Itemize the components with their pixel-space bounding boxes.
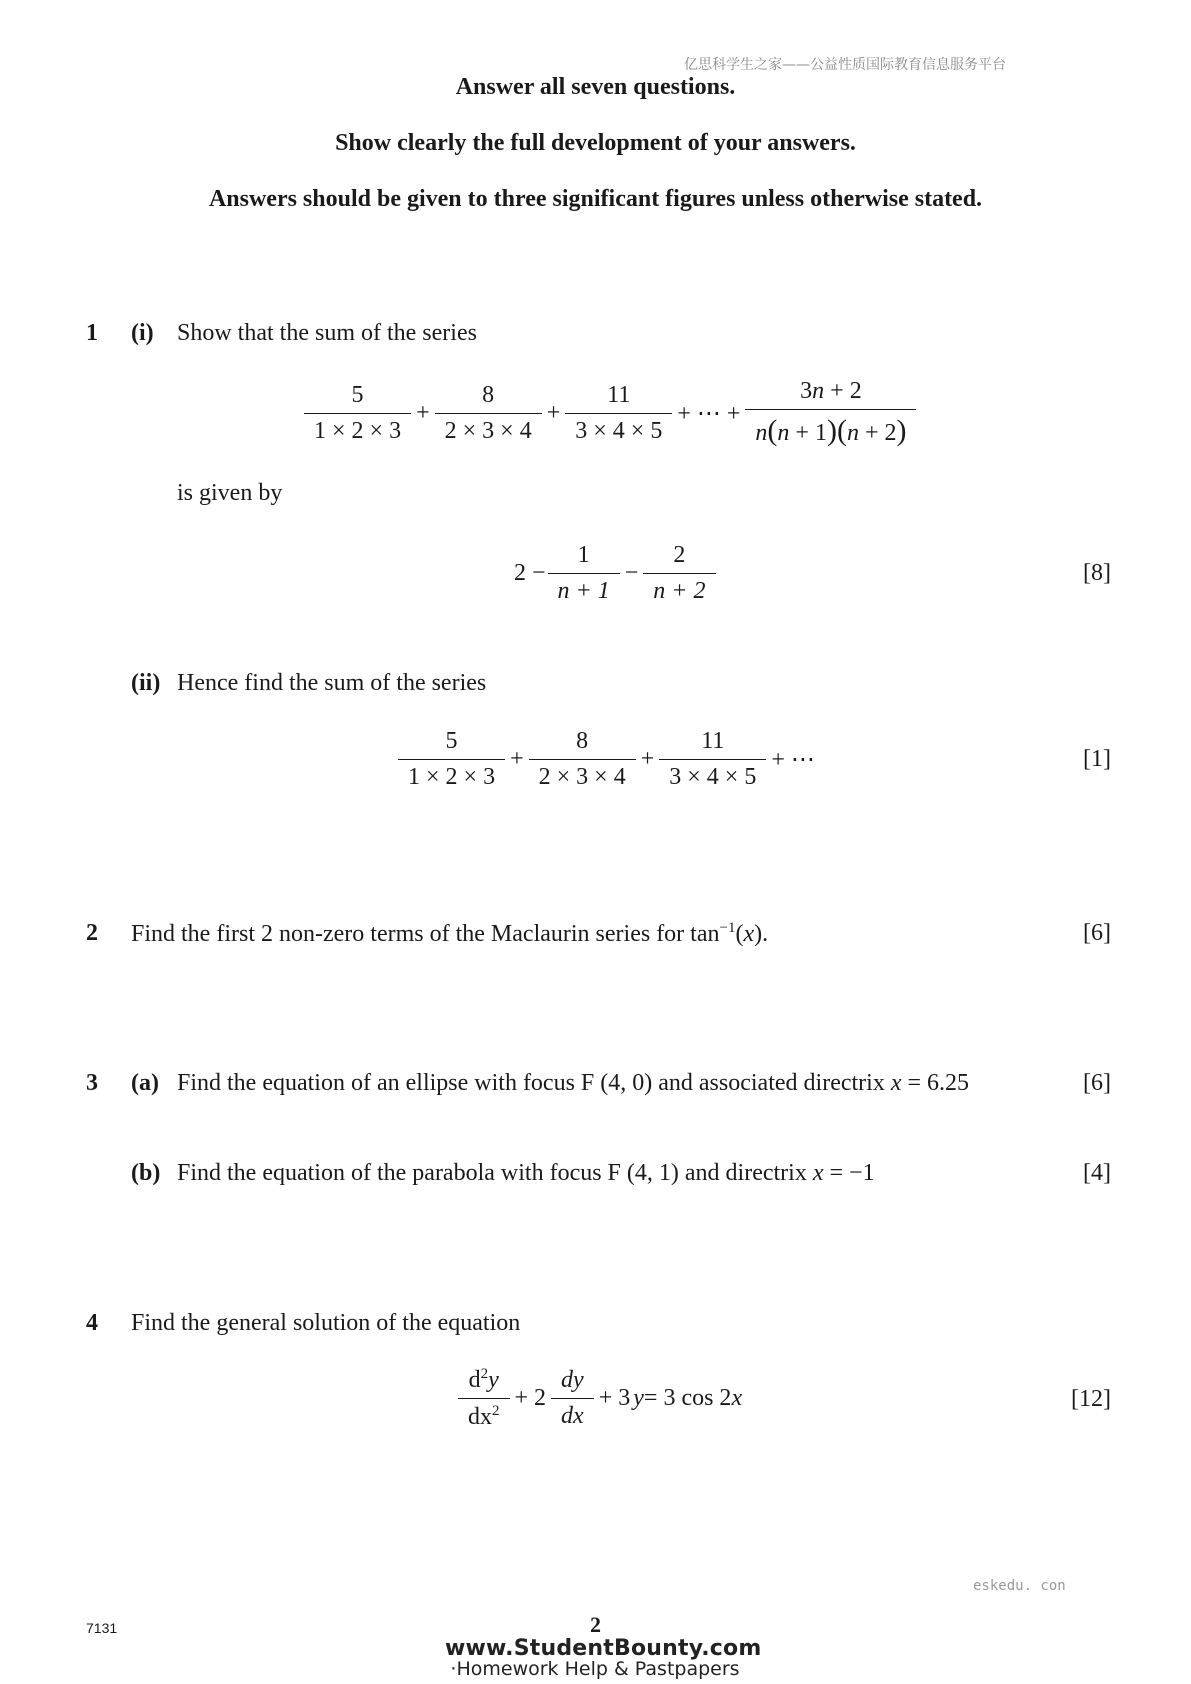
question-3-part-b-mark: [4] [1083,1160,1111,1186]
question-3-number: 3 [86,1070,98,1096]
instruction-3: Answers should be given to three significant figures unless otherwise stated. [208,186,983,212]
watermark-top: 亿思科学生之家——公益性质国际教育信息服务平台 [684,57,1006,73]
question-2-number: 2 [86,920,98,946]
sum-fraction-1: $\frac{1}{n + 1}$ [548,542,620,605]
question-1-part-i-label: (i) [131,320,154,346]
page-number: 2 [590,1612,601,1637]
question-1-part-i-text: Show that the sum of the series [177,320,477,346]
sum-fraction-2: $\frac{2}{n + 2}$ [643,542,715,605]
question-1-part-ii-mark: [1] [1083,746,1111,772]
paper-code: 7131 [86,1620,118,1636]
question-1-part-ii-text: Hence find the sum of the series [177,670,487,696]
given-by-text: is given by [177,480,283,506]
studentbounty-logo[interactable] [445,1636,762,1680]
question-3-part-b-label: (b) [131,1160,161,1186]
instruction-2: Show clearly the full development of your answers. [335,130,856,156]
series-expression-2: $\frac{5}{1 \times 2 \times 3}$ + $\frac{8}{2 \times 3 \times 4}$ + $\frac{11}{3 \times 4 \times 5}$ + ⋯ [396,728,818,791]
series2-term-3: $\frac{11}{3 \times 4 \times 5}$ [659,728,766,791]
studentbounty-url[interactable]: www.StudentBounty.com [445,1636,762,1661]
first-derivative: $\frac{dy}{dx}$ [551,1367,594,1430]
series2-term-1: $\frac{5}{1 \times 2 \times 3}$ [398,728,505,791]
series-term-1: $\frac{5}{1 \times 2 \times 3}$ [304,382,411,445]
question-1-number: 1 [86,320,98,346]
series-term-2: $\frac{8}{2 \times 3 \times 4}$ [435,382,542,445]
question-3-part-a-mark: [6] [1083,1070,1111,1096]
watermark-bottom: eskedu. con [973,1578,1066,1594]
question-4-text: Find the general solution of the equation [131,1310,521,1336]
differential-equation: $\frac{d^2y}{dx^2}$ + 2 $\frac{dy}{dx}$ + 3 y = 3 cos 2 x [456,1366,742,1431]
studentbounty-tagline: ·Homework Help & Pastpapers [450,1658,740,1680]
question-3-part-a-text: Find the equation of an ellipse with focus F (4, 0) and associated directrix x = 6.25 [177,1070,970,1096]
question-1-part-ii-label: (ii) [131,670,161,696]
series-term-3: $\frac{11}{3 \times 4 \times 5}$ [565,382,672,445]
second-derivative: $\frac{d^2y}{dx^2}$ [458,1366,510,1431]
series-term-n: $\frac{3n + 2}{n(n + 1)(n + 2)}$ [745,378,916,448]
question-4-number: 4 [86,1310,98,1336]
series2-term-2: $\frac{8}{2 \times 3 \times 4}$ [529,728,636,791]
question-4-mark: [12] [1071,1386,1111,1412]
series-sum-expression: 2 − $\frac{1}{n + 1}$ − $\frac{2}{n + 2}$ [514,542,718,605]
instruction-1: Answer all seven questions. [455,74,736,100]
question-1-part-i-mark: [8] [1083,560,1111,586]
question-2-mark: [6] [1083,920,1111,946]
question-3-part-a-label: (a) [131,1070,159,1096]
question-3-part-b-text: Find the equation of the parabola with focus F (4, 1) and directrix x = −1 [177,1160,875,1186]
series-expression-1: $\frac{5}{1 \times 2 \times 3}$ + $\frac{8}{2 \times 3 \times 4}$ + $\frac{11}{3 \times 4 \times 5}$ + ⋯ + $\frac{3n + 2}{n(n + 1)(n + 2)}$ [302,378,918,448]
question-2-text: Find the first 2 non-zero terms of the Maclaurin series for $\tan^{-1}(x)$. [131,920,769,947]
